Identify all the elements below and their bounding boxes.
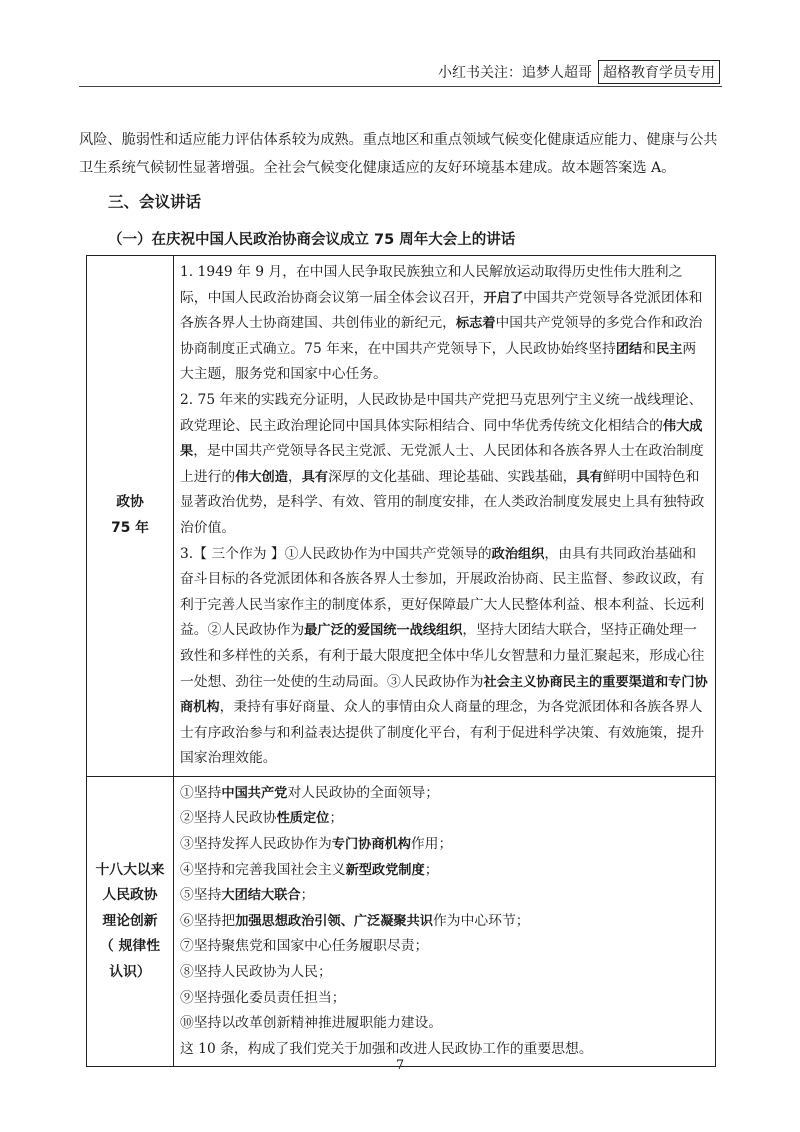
text-run: ②坚持人民政协 (180, 810, 277, 827)
bold-run: 政治组织 (491, 546, 545, 562)
text-run: ，是中国共产党领导各民主党派、无党派人士、人民团体和各族各界人士在政治制度上进行的 (180, 443, 704, 485)
list-item (180, 781, 709, 807)
list-item (180, 909, 709, 935)
bold-run: 伟大创造 (235, 469, 288, 485)
text-run: 中国共产党领导各党派团体和各族各界人士协商建国、共创伟业的新纪元， (180, 289, 703, 332)
bold-run: 民主 (656, 341, 683, 357)
bold-run: 新型政党制度 (345, 862, 425, 878)
text-run: 和 (642, 340, 657, 357)
text-run: 3.【 三个作为 】①人民政协作为中国共产党领导的 (180, 545, 492, 562)
text-run: 鲜明中国特色和显著政治优势，是科学、有效、管用的制度安排，在人类政治制度发展史上具有独特政治价值。 (180, 468, 705, 536)
text-run: ⑨坚持强化委员责任担当； (180, 989, 346, 1006)
row-label-line: 政协 (116, 494, 144, 511)
header-badge: 超格教育学员专用 (598, 60, 720, 84)
row-content-cppcc-75 (174, 256, 716, 777)
text-run: 两大主题，服务党和国家中心任务。 (180, 340, 697, 383)
text-run: ⑧坚持人民政协为人民； (180, 964, 332, 981)
row-label-line: （ 规律性 (100, 938, 160, 955)
page-header (438, 60, 720, 84)
bold-run: 最广泛的爱国统一战线组织 (304, 623, 463, 639)
text-run: 对人民政协的全面领导； (287, 784, 440, 801)
subsection-title: （一）在庆祝中国人民政治协商会议成立 75 周年大会上的讲话 (108, 232, 516, 248)
bold-run: 社会主义协商民主的重要渠道和专门协商机构 (180, 674, 708, 716)
list-item (180, 858, 709, 884)
text-run: 深厚的文化基础、理论基础、实践基础， (328, 468, 577, 485)
text-run: 2. 75 年来的实践充分证明，人民政协是中国共产党把马克思列宁主义统一战线理论、政党理论、民主政治理论同中国具体实际相结合、同中华优秀传统文化相结合的 (180, 391, 703, 434)
text-run: ， (287, 468, 302, 485)
point-1 (180, 260, 709, 388)
header-note: 小红书关注：追梦人超哥 (438, 65, 592, 81)
text-run: 中国共产党领导的多党合作和政治协商制度正式确立。75 年来，在中国共产党领导下，人民政协始终坚持 (180, 315, 703, 357)
row-label-cppcc-75 (87, 256, 174, 777)
bold-run: 标志着 (455, 316, 496, 332)
text-run: 1. 1949 年 9 月，在中国人民争取民族独立和人民解放运动取得历史性伟大胜利之际，中国人民政治协商会议第一届全体会议召开， (180, 264, 683, 306)
text-run: ，由具有共同政治基础和奋斗目标的各党派团体和各族各界人士参加，开展政治协商、民主监督、参政议政，有利于完善人民当家作主的制度体系，更好保障最广大人民整体利益、根本利益、长远利益。②人民政协作为 (180, 545, 705, 639)
list-item (180, 1011, 709, 1037)
row-label-line: 人民政协 (102, 887, 158, 904)
text-run: ； (300, 887, 315, 904)
bold-run: 性质定位 (276, 811, 330, 827)
page-number: 7 (395, 1058, 405, 1073)
text-run: ⑤坚持 (180, 887, 222, 904)
list-item (180, 960, 709, 986)
point-2 (180, 388, 709, 542)
bold-run: 团结 (615, 341, 643, 357)
text-run: 作用； (410, 836, 453, 853)
table-row-theory-innovation (87, 776, 716, 1067)
row-label-line: 十八大以来 (95, 861, 165, 878)
text-run: 作为中心环节； (433, 912, 530, 929)
bold-run: 加强思想政治引领、广泛凝聚共识 (235, 913, 433, 929)
bold-run: 专门协商机构 (331, 837, 411, 853)
table-row-cppcc-75 (87, 256, 716, 777)
text-run: ，坚持大团结大联合，坚持正确处理一致性和多样性的关系，有利于最大限度把全体中华儿女智慧和力量汇聚起来，形成心往一处想、劲往一处使的生动局面。③人民政协作为 (180, 622, 705, 690)
bold-run: 大团结大联合 (221, 888, 301, 904)
text-run: ⑥坚持把 (180, 912, 236, 929)
list-item (180, 986, 709, 1012)
row-label-line: 认识） (109, 964, 151, 981)
text-run: ③坚持发挥人民政协作为 (180, 836, 332, 853)
bold-run: 具有 (301, 469, 329, 485)
row-content-theory-innovation (174, 776, 716, 1067)
row-label-line: 75 年 (111, 519, 149, 536)
point-3 (180, 542, 709, 772)
text-run: ； (424, 861, 439, 878)
text-run: ①坚持 (180, 784, 222, 801)
bold-run: 开启了 (483, 290, 524, 306)
list-item (180, 806, 709, 832)
list-item (180, 934, 709, 960)
text-run: ； (329, 810, 344, 827)
intro-paragraph: 风险、脆弱性和适应能力评估体系较为成熟。重点地区和重点领域气候变化健康适应能力、健康与公共卫生系统气候韧性显著增强。全社会气候变化健康适应的友好环境基本建成。故本题答案选 A。 (79, 132, 718, 176)
bold-run: 伟大成果 (180, 418, 703, 460)
section-title: 三、会议讲话 (108, 193, 202, 211)
row-label-line: 理论创新 (102, 912, 158, 929)
list-item (180, 832, 709, 858)
content-table (86, 255, 716, 1067)
text-run: ⑦坚持聚焦党和国家中心任务履职尽责； (180, 938, 429, 955)
row-label-theory-innovation (87, 776, 174, 1067)
summary-line: 这 10 条，构成了我们党关于加强和改进人民政协工作的重要思想。 (180, 1040, 593, 1057)
text-run: ，秉持有事好商量、众人的事情由众人商量的理念，为各党派团体和各族各界人士有序政治参与和利益表达提供了制度化平台，有利于促进科学决策、有效施策，提升国家治理效能。 (180, 699, 705, 767)
bold-run: 中国共产党 (221, 785, 288, 801)
bold-run: 具有 (576, 469, 603, 485)
text-run: ④坚持和完善我国社会主义 (180, 861, 346, 878)
header-divider (79, 86, 722, 87)
list-item (180, 883, 709, 909)
text-run: ⑩坚持以改革创新精神推进履职能力建设。 (180, 1015, 443, 1032)
